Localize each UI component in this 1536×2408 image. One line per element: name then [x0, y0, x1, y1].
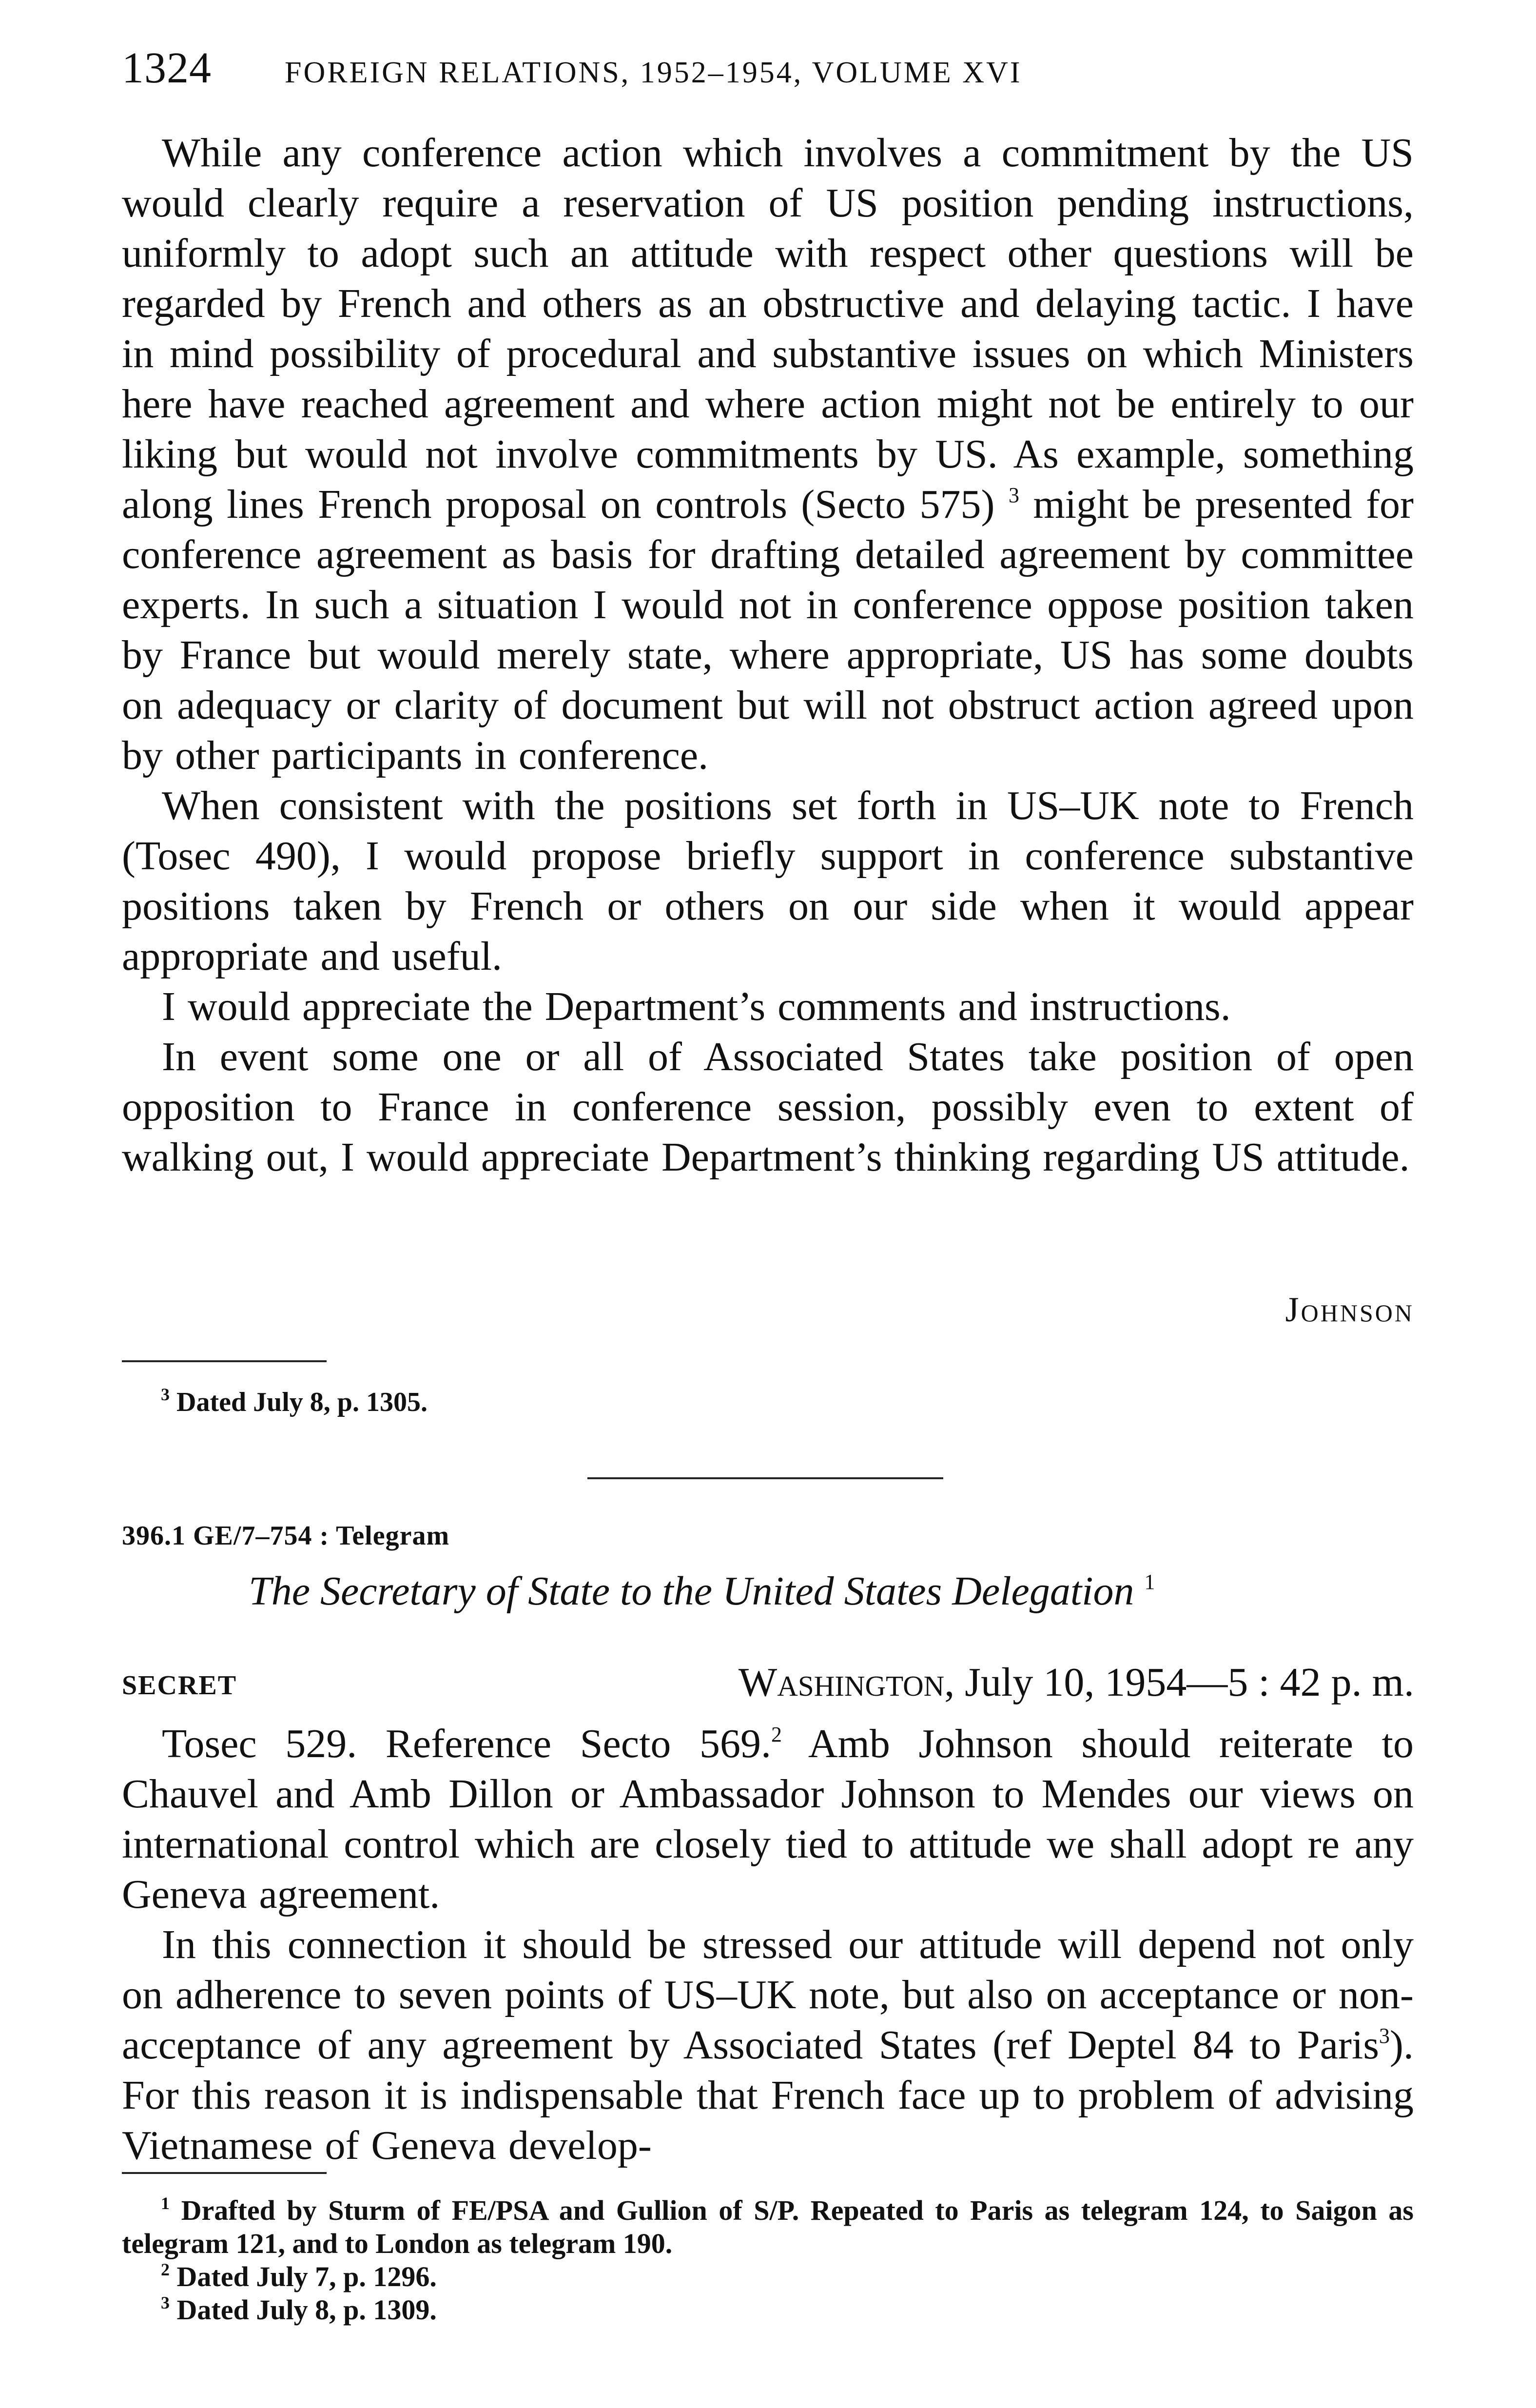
footnote-reference: 2: [771, 1723, 782, 1746]
footnotes: [122, 2194, 1414, 2327]
footnote-divider: [122, 2172, 327, 2174]
document-id: 396.1 GE/7–754 : Telegram: [122, 1521, 450, 1551]
dateline-place: Washington: [738, 1660, 945, 1705]
paragraph: I would appreciate the Department’s comments and instructions.: [162, 984, 1231, 1029]
footnote-marker: 3: [161, 2293, 170, 2312]
footnote-text: Dated July 8, p. 1309.: [176, 2294, 437, 2326]
footnote: [122, 2194, 1414, 2260]
second-document-body: [122, 1719, 1414, 2171]
footnote-text: Dated July 8, p. 1305.: [170, 1387, 428, 1417]
footnote: [161, 1385, 428, 1420]
paragraph: In event some one or all of Associated States take position of open opposition to France in conference session, possibly even to extent of walking out, I would appreciate Department’s thinking regarding US attitude.: [122, 1034, 1414, 1180]
section-divider: [587, 1477, 943, 1479]
paragraph: [122, 128, 1414, 781]
first-document-body: [122, 128, 1414, 1182]
page-header: [122, 43, 1414, 111]
paragraph-text: ). For this reason it is indispensable that French face up to problem of advising Vietnamese of Geneva develop-: [122, 2022, 1414, 2168]
footnote-reference: 1: [1144, 1570, 1155, 1594]
footnote: [122, 2260, 1414, 2293]
footnote-marker: 3: [161, 1385, 170, 1404]
document-title-text: The Secretary of State to the United States Delegation: [249, 1568, 1134, 1614]
page-number: 1324: [122, 44, 212, 92]
footnote-reference: 3: [1008, 483, 1019, 507]
footnote-divider: [122, 1360, 327, 1362]
paragraph-text: Tosec 529. Reference Secto 569.: [162, 1721, 771, 1766]
classification-label: SECRET: [122, 1670, 237, 1701]
footnote-reference: 3: [1379, 2024, 1390, 2048]
paragraph: When consistent with the positions set forth in US–UK note to French (Tosec 490), I would propose briefly support in conference substantive positions taken by French or others on our side when it would appear appropriate and useful.: [122, 783, 1414, 979]
signature: Johnson: [1285, 1290, 1414, 1329]
dateline: [739, 1659, 1414, 1706]
dateline-time: , July 10, 1954—5 : 42 p. m.: [944, 1660, 1414, 1705]
paragraph-text: In this connection it should be stressed our attitude will depend not only on adherence to seven points of US–UK note, but also on acceptance or non-acceptance of any agreement by Associated States (ref Deptel 84 to Paris: [122, 1922, 1414, 2068]
paragraph: [122, 1719, 1414, 1919]
paragraph-text: While any conference action which involves a commitment by the US would clearly require a reservation of US position pending instructions, uniformly to adopt such an attitude with respect other questions will be regarded by French and others as an obstructive and delaying tactic. I have in mind possibility of procedural and substantive issues on which Ministers here have reached agreement and where action might not be entirely to our liking but would not involve commitments by US. As example, something along lines French proposal on controls (Secto 575): [122, 130, 1414, 527]
footnote-marker: 2: [161, 2260, 170, 2279]
running-head: FOREIGN RELATIONS, 1952–1954, VOLUME XVI: [285, 56, 1022, 89]
document-title: [249, 1567, 1370, 1615]
paragraph: [122, 1919, 1414, 2171]
footnote: [122, 2293, 1414, 2327]
footnote-text: Dated July 7, p. 1296.: [176, 2261, 437, 2292]
footnote-marker: 1: [161, 2193, 170, 2213]
paragraph-text: Amb Johnson should reiterate to Chauvel and Amb Dillon or Ambassador Johnson to Mendes our views on international control which are closely tied to attitude we shall adopt re any Geneva agreement.: [122, 1721, 1414, 1917]
paragraph-text: might be presented for conference agreement as basis for drafting detailed agreement by committee experts. In such a situation I would not in conference oppose position taken by France but would merely state, where appropriate, US has some doubts on adequacy or clarity of document but will not obstruct action agreed upon by other participants in conference.: [122, 482, 1414, 778]
footnote-text: Drafted by Sturm of FE/PSA and Gullion of S/P. Repeated to Paris as telegram 124, to Saigon as telegram 121, and to London as telegram 190.: [122, 2194, 1414, 2259]
